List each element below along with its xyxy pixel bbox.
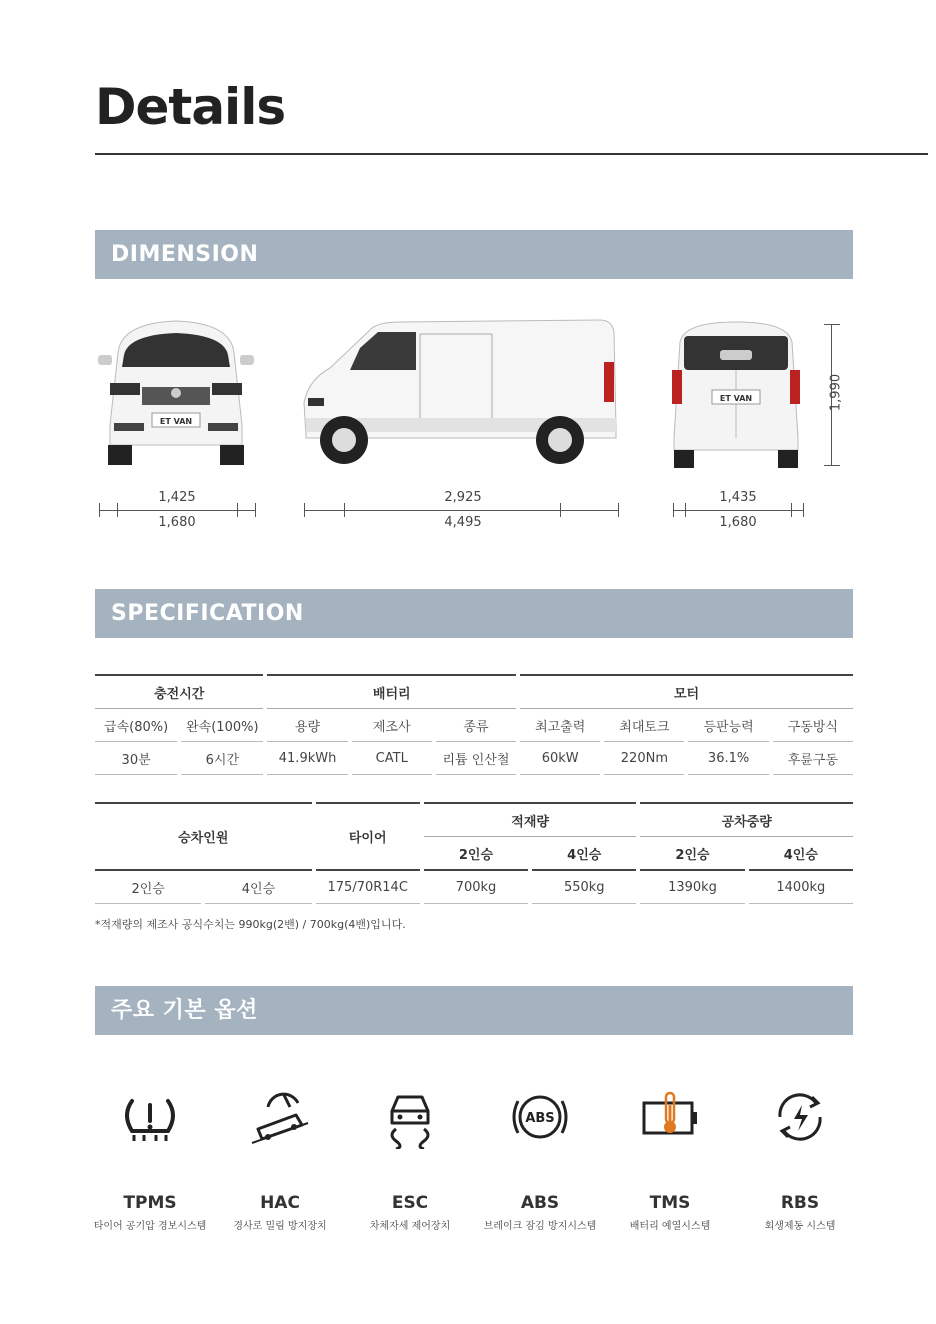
payload-2seat-header: 2인승 — [424, 837, 528, 871]
value-payload-4: 550kg — [532, 871, 636, 904]
hill-assist-icon — [248, 1085, 312, 1149]
payload-4seat-header: 4인승 — [532, 837, 636, 871]
tick — [560, 503, 561, 517]
van-side-image — [300, 318, 620, 468]
option-desc: 배터리 예열시스템 — [629, 1221, 711, 1232]
height-tick-top — [824, 324, 840, 325]
group-motor: 모터 — [520, 674, 853, 709]
value-tire: 175/70R14C — [316, 871, 420, 904]
option-desc: 회생제동 시스템 — [764, 1221, 836, 1232]
value-type: 리튬 인산철 — [436, 742, 516, 775]
van-front-image — [96, 315, 256, 470]
regen-brake-icon — [768, 1085, 832, 1149]
section-specification: SPECIFICATION — [95, 589, 853, 638]
value-fast-charge: 30분 — [95, 742, 177, 775]
section-options: 주요 기본 옵션 — [95, 986, 853, 1035]
option-code: TPMS — [123, 1193, 177, 1213]
value-weight-4: 1400kg — [749, 871, 853, 904]
tick — [803, 503, 804, 517]
tick — [618, 503, 619, 517]
value-capacity: 41.9kWh — [267, 742, 347, 775]
header-capacity: 용량 — [267, 709, 347, 742]
header-type: 종류 — [436, 709, 516, 742]
option-code: ESC — [391, 1193, 429, 1213]
header-max-power: 최고출력 — [520, 709, 600, 742]
front-badge: ET VAN — [159, 417, 193, 426]
spec-table-power — [91, 674, 857, 775]
group-charging: 충전시간 — [95, 674, 263, 709]
side-wheelbase: 2,925 — [444, 490, 482, 505]
value-slow-charge: 6시간 — [181, 742, 263, 775]
rear-badge: ET VAN — [719, 394, 753, 403]
abs-icon-label: ABS — [525, 1111, 555, 1126]
stability-control-icon — [378, 1085, 442, 1149]
title-rule — [95, 153, 928, 155]
option-abs — [470, 1085, 610, 1232]
battery-thermal-icon — [638, 1085, 702, 1149]
spec-table-capacity — [91, 802, 857, 904]
tick — [255, 503, 256, 517]
value-drive: 후륜구동 — [773, 742, 853, 775]
option-desc: 타이어 공기압 경보시스템 — [93, 1221, 207, 1232]
weight-4seat-header: 4인승 — [749, 837, 853, 871]
van-rear-image — [666, 318, 806, 473]
front-inner-width: 1,425 — [158, 490, 196, 505]
option-desc: 브레이크 잠김 방지시스템 — [483, 1221, 597, 1232]
group-curb-weight: 공차중량 — [640, 802, 853, 837]
rear-outer-width: 1,680 — [719, 515, 757, 530]
value-weight-2: 1390kg — [640, 871, 744, 904]
option-code: TMS — [649, 1193, 691, 1213]
group-seating: 승차인원 — [95, 802, 312, 871]
tick — [673, 503, 674, 517]
rear-inner-width: 1,435 — [719, 490, 757, 505]
value-payload-2: 700kg — [424, 871, 528, 904]
front-outer-width: 1,680 — [158, 515, 196, 530]
header-gradeability: 등판능력 — [688, 709, 768, 742]
height-tick-bottom — [824, 465, 840, 466]
group-payload: 적재량 — [424, 802, 637, 837]
header-manufacturer: 제조사 — [352, 709, 432, 742]
tick — [237, 503, 238, 517]
side-length: 4,495 — [444, 515, 482, 530]
option-desc: 경사로 밀림 방지장치 — [233, 1221, 327, 1232]
payload-footnote: *적재량의 제조사 공식수치는 990kg(2밴) / 700kg(4밴)입니다. — [95, 918, 406, 931]
option-code: HAC — [260, 1193, 300, 1213]
front-dim-line — [99, 510, 255, 511]
tick — [304, 503, 305, 517]
header-max-torque: 최대토크 — [604, 709, 684, 742]
option-hac — [210, 1085, 350, 1232]
tick — [344, 503, 345, 517]
group-tire: 타이어 — [316, 802, 420, 871]
height-label: 1,990 — [828, 373, 844, 412]
value-max-torque: 220Nm — [604, 742, 684, 775]
value-gradeability: 36.1% — [688, 742, 768, 775]
section-dimension: DIMENSION — [95, 230, 853, 279]
side-dim-line — [304, 510, 618, 511]
group-battery: 배터리 — [267, 674, 516, 709]
option-code: RBS — [780, 1193, 820, 1213]
page-title: Details — [95, 78, 286, 136]
value-seat-4: 4인승 — [205, 871, 311, 904]
header-slow-charge: 완속(100%) — [181, 709, 263, 742]
value-max-power: 60kW — [520, 742, 600, 775]
header-fast-charge: 급속(80%) — [95, 709, 177, 742]
tick — [99, 503, 100, 517]
header-drive: 구동방식 — [773, 709, 853, 742]
value-seat-2: 2인승 — [95, 871, 201, 904]
rear-dim-line — [673, 510, 803, 511]
option-tpms — [80, 1085, 220, 1232]
option-rbs — [730, 1085, 870, 1232]
option-tms — [600, 1085, 740, 1232]
option-code: ABS — [520, 1193, 560, 1213]
tire-pressure-icon — [118, 1085, 182, 1149]
weight-2seat-header: 2인승 — [640, 837, 744, 871]
option-desc: 차체자세 제어장치 — [369, 1221, 451, 1232]
value-manufacturer: CATL — [352, 742, 432, 775]
option-esc — [340, 1085, 480, 1232]
abs-icon — [508, 1085, 572, 1149]
